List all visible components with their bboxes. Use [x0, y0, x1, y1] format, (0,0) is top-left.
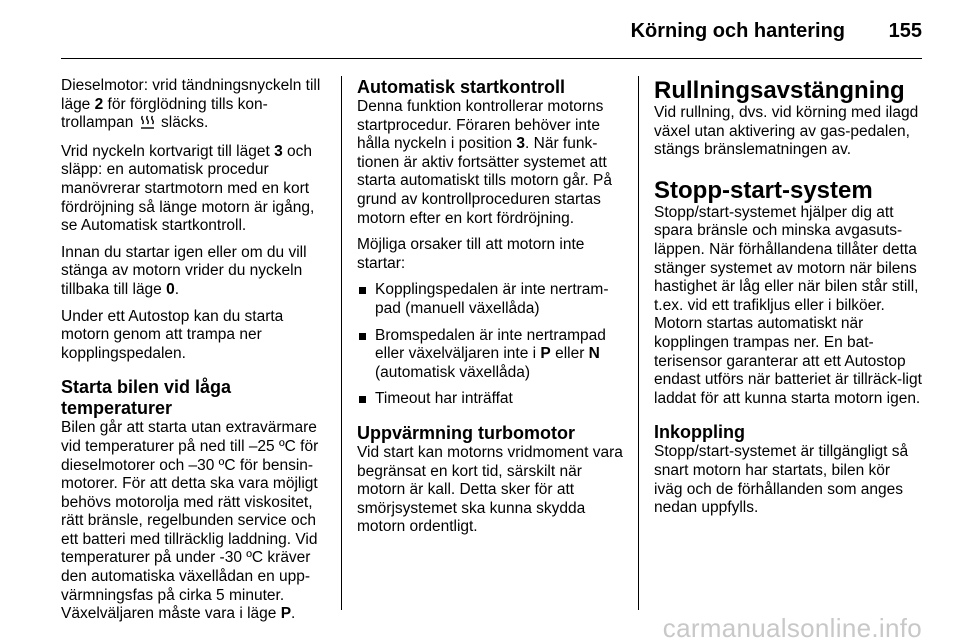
- list-item: Bromspedalen är inte nertrampad eller växelväljaren inte i P eller N (automatisk växellåda): [357, 327, 625, 383]
- paragraph-auto-start: Denna funktion kontrollerar motorns startprocedur. Föraren behöver inte hålla nyckeln i position 3. När funk-tionen är aktiv fortsätter systemet att starta automatiskt tills motorn går. På grund av kontrollproceduren startas motorn efter en kort fördröjning.: [357, 98, 612, 227]
- paragraph-stop-start-system: Stopp/start-systemet hjälper dig att spara bränsle och minska avgasuts-läppen. När förhållandena tillåter detta stänger systemet av motorn när bilens hastighet är låg eller när bilen står still, t.ex. vid ett trafikljus eller i bilköer. Motorn startas automatiskt när kopplingen trampas ner. En bat-terisensor garanterar att ett Autostop endast utförs när batteriet är tillräck-ligt laddat för att kunna starta motorn igen.: [654, 203, 922, 407]
- page-number: 155: [888, 20, 922, 42]
- list-item: Timeout har inträffat: [357, 390, 625, 409]
- column-2: [357, 77, 625, 545]
- bullet-icon: [359, 396, 366, 403]
- page-header: [0, 0, 960, 58]
- page-title: Körning och hantering: [630, 20, 845, 42]
- heading-coasting-cutoff: Rullningsavstängning: [654, 77, 905, 104]
- header-divider: [61, 58, 922, 59]
- heading-activation: Inkoppling: [654, 422, 745, 443]
- paragraph-turn-key: Vrid nyckeln kortvarigt till läget 3 och släpp: en automatisk procedur manövrerar startmotorn med en kort fördröjning så länge motorn är igång, se Automatisk startkontroll.: [61, 142, 315, 235]
- heading-turbo-warmup: Uppvärmning turbomotor: [357, 422, 575, 443]
- column-3: [654, 77, 922, 526]
- paragraph-autostop: Under ett Autostop kan du starta motorn genom att trampa ner kopplingspedalen.: [61, 307, 284, 362]
- column-divider-1: [341, 76, 342, 610]
- bullet-icon: [359, 287, 366, 294]
- paragraph-possible-causes: Möjliga orsaker till att motorn inte startar:: [357, 236, 585, 272]
- page-footer: [0, 612, 960, 642]
- column-1: [61, 77, 329, 624]
- heading-cold-start: Starta bilen vid låga temperaturer: [61, 377, 232, 419]
- watermark: carmanualsonline.info: [662, 613, 922, 643]
- paragraph-cold-start: Bilen går att starta utan extravärmare vid temperaturer på ned till –25 ºC för dieselmotorer och –30 ºC för bensin-motorer. För att detta ska vara möjligt behövs motorolja med rätt viskositet, rätt bränsle, regelbunden service och ett batteri med tillräcklig laddning. Vid temperaturer på under -30 ºC kräver den automatiska växellådan en upp-värmningsfas på cirka 5 minuter. Växelväljaren måste vara i läge P.: [61, 419, 319, 623]
- causes-list: [357, 281, 625, 409]
- column-divider-2: [638, 76, 639, 610]
- paragraph-activation: Stopp/start-systemet är tillgängligt så snart motorn har startats, bilen kör iväg och de förhållanden som anges nedan uppfylls.: [654, 443, 909, 517]
- paragraph-coasting-cutoff: Vid rullning, dvs. vid körning med ilagd växel utan aktivering av gas-pedalen, stängs bränslematningen av.: [654, 104, 919, 159]
- glow-plug-icon: [140, 115, 155, 135]
- list-item: Kopplingspedalen är inte nertram-pad (manuell växellåda): [357, 281, 625, 318]
- heading-stop-start-system: Stopp-start-system: [654, 176, 873, 204]
- paragraph-restart: Innan du startar igen eller om du vill stänga av motorn vrider du nyckeln tillbaka till läge 0.: [61, 243, 307, 298]
- heading-auto-start-control: Automatisk startkontroll: [357, 77, 566, 97]
- bullet-icon: [359, 333, 366, 340]
- paragraph-turbo-warmup: Vid start kan motorns vridmoment vara begränsat en kort tid, särskilt när motorn är kall. Detta sker för att smörjsystemet ska kunna skydda motorn ordentligt.: [357, 443, 623, 536]
- paragraph-diesel-preglow: Dieselmotor: vrid tändningsnyckeln till läge 2 för förglödning tills kon-trollampan släcks.: [61, 77, 329, 135]
